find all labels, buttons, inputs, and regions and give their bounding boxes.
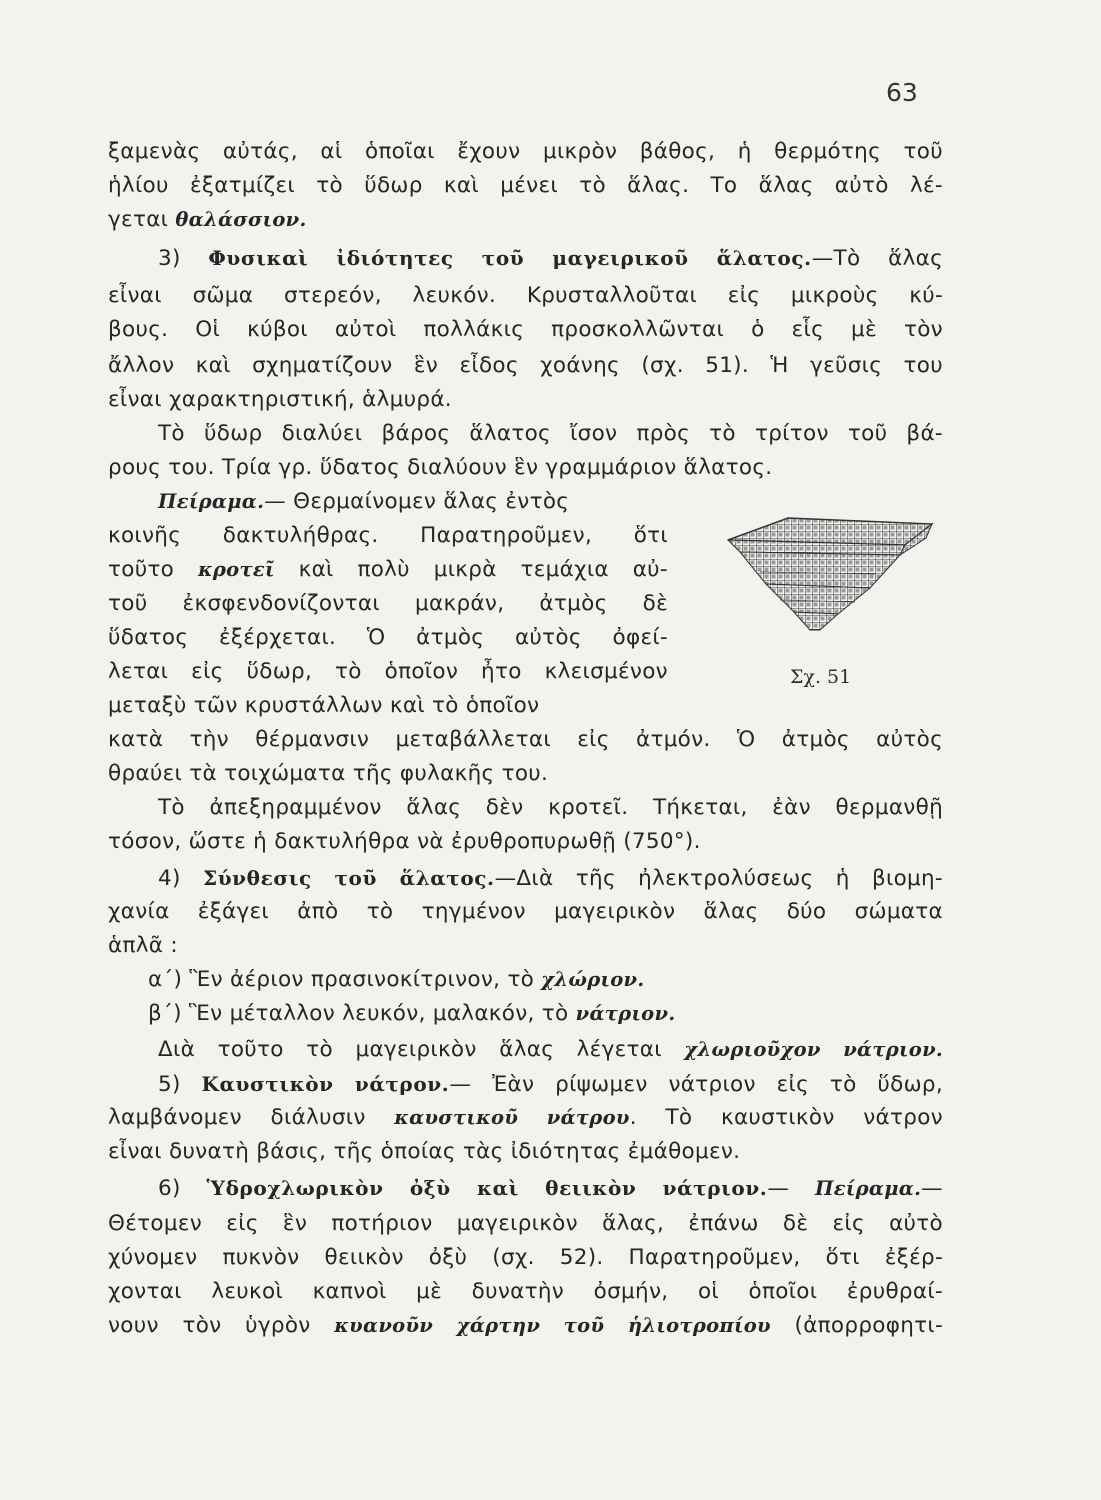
text-line <box>158 488 569 516</box>
text-line <box>148 1000 675 1028</box>
text-span: — <box>921 1176 943 1201</box>
text-line: χονται λευκοὶ καπνοὶ μὲ δυνατὴν ὀσμήν, οἱ ὁποῖοι ἐρυθραί- <box>108 1279 943 1304</box>
text-line <box>108 556 668 584</box>
italic-term: θαλάσσιον. <box>175 208 307 231</box>
section-heading: Σύνθεσις τοῦ ἅλατος. <box>202 866 495 890</box>
text-line: εἶναι σῶμα στερεόν, λευκόν. Κρυσταλλοῦται εἰς μικροὺς κύ- <box>108 283 943 308</box>
text-span: Διὰ τοῦτο τὸ μαγειρικὸν ἅλας λέγεται <box>158 1037 685 1062</box>
text-span: — Ἐὰν ρίψωμεν νάτριον εἰς τὸ ὕδωρ, <box>449 1072 943 1097</box>
text-line: εἶναι χαρακτηριστική, ἁλμυρά. <box>108 387 452 412</box>
section-heading: Φυσικαὶ ἰδιότητες τοῦ μαγειρικοῦ ἅλατος. <box>208 246 812 270</box>
text-line: εἶναι δυνατὴ βάσις, τῆς ὁποίας τὰς ἰδιότητας ἐμάθομεν. <box>108 1139 741 1164</box>
text-line <box>108 1104 943 1132</box>
text-line <box>108 1312 943 1340</box>
text-span: τοῦτο <box>108 557 198 582</box>
text-line <box>158 1036 943 1064</box>
figure-caption: Σχ. 51 <box>790 666 852 688</box>
text-line: ἁπλᾶ : <box>108 933 178 958</box>
text-line <box>148 966 644 994</box>
text-line: ξαμενὰς αὐτάς, αἱ ὁποῖαι ἔχουν μικρὸν βάθος, ἡ θερμότης τοῦ <box>108 139 943 164</box>
italic-term: νάτριον. <box>575 1002 676 1025</box>
section-heading-line <box>158 244 943 273</box>
text-span: νουν τὸν ὑγρὸν <box>108 1313 335 1338</box>
text-line: μεταξὺ τῶν κρυστάλλων καὶ τὸ ὁποῖον <box>108 693 540 718</box>
salt-crystal-funnel-figure <box>700 510 950 635</box>
experiment-label: Πείραμα. <box>815 1177 922 1200</box>
italic-term: καυστικοῦ νάτρου <box>394 1106 630 1129</box>
section-heading: Καυστικὸν νάτρον. <box>201 1072 450 1096</box>
text-line: ἡλίου ἐξατμίζει τὸ ὕδωρ καὶ μένει τὸ ἅλας. Το ἅλας αὐτὸ λέ- <box>108 173 943 198</box>
text-span: — <box>767 1176 816 1201</box>
italic-term: κυανοῦν χάρτην τοῦ ἡλιοτροπίου <box>334 1314 771 1337</box>
text-line: ὕδατος ἐξέρχεται. Ὁ ἀτμὸς αὐτὸς ὀφεί- <box>108 625 668 650</box>
text-line <box>108 206 307 234</box>
text-line: κατὰ τὴν θέρμανσιν μεταβάλλεται εἰς ἀτμόν. Ὁ ἀτμὸς αὐτὸς <box>108 727 943 752</box>
text-span: 4) <box>158 866 203 891</box>
section-heading-line <box>158 864 943 893</box>
text-span: 5) <box>158 1072 202 1097</box>
italic-term: χλώριον. <box>541 968 645 991</box>
text-span: καὶ πολὺ μικρὰ τεμάχια αὐ- <box>274 557 668 582</box>
text-line: Τὸ ἀπεξηραμμένον ἅλας δὲν κροτεῖ. Τήκεται, ἐὰν θερμανθῇ <box>158 795 943 820</box>
text-span: 3) <box>158 246 209 271</box>
text-span: 6) <box>158 1176 207 1201</box>
text-span: β΄) Ἓν μέταλλον λευκόν, μαλακόν, τὸ <box>148 1001 576 1026</box>
text-line: χανία ἐξάγει ἀπὸ τὸ τηγμένον μαγειρικὸν ἅλας δύο σώματα <box>108 899 943 924</box>
text-line: θραύει τὰ τοιχώματα τῆς φυλακῆς του. <box>108 761 549 786</box>
section-heading-line <box>158 1070 943 1099</box>
text-line: λεται εἰς ὕδωρ, τὸ ὁποῖον ἦτο κλεισμένον <box>108 659 668 684</box>
text-span: —Τὸ ἅλας <box>811 246 943 271</box>
text-line: κοινῆς δακτυλήθρας. Παρατηροῦμεν, ὅτι <box>108 523 668 548</box>
text-line: χύνομεν πυκνὸν θειικὸν ὀξὺ (σχ. 52). Παρατηροῦμεν, ὅτι ἐξέρ- <box>108 1245 943 1270</box>
text-line: τοῦ ἐκσφενδονίζονται μακράν, ἀτμὸς δὲ <box>108 591 668 616</box>
text-line: Τὸ ὕδωρ διαλύει βάρος ἅλατος ἴσον πρὸς τὸ τρίτον τοῦ βά- <box>158 421 943 446</box>
text-line: βους. Οἱ κύβοι αὐτοὶ πολλάκις προσκολλῶνται ὁ εἷς μὲ τὸν <box>108 317 943 342</box>
text-span: (ἀπορροφητι- <box>770 1313 944 1338</box>
section-heading-line <box>158 1174 943 1203</box>
text-span: — Θερμαίνομεν ἅλας ἐντὸς <box>264 489 570 514</box>
italic-term: χλωριοῦχον νάτριον. <box>684 1038 943 1061</box>
section-heading: Ὑδροχλωρικὸν ὀξὺ καὶ θειικὸν νάτριον. <box>206 1176 768 1200</box>
text-span: α΄) Ἓν ἀέριον πρασινοκίτρινον, τὸ <box>148 967 542 992</box>
italic-term: κροτεῖ <box>197 558 275 581</box>
text-line: Θέτομεν εἰς ἓν ποτήριον μαγειρικὸν ἅλας, ἐπάνω δὲ εἰς αὐτὸ <box>108 1211 943 1236</box>
text-span: . Τὸ καυστικὸν νάτρον <box>629 1105 943 1130</box>
text-line: τόσον, ὥστε ἡ δακτυλήθρα νὰ ἐρυθροπυρωθῇ (750°). <box>108 829 701 854</box>
text-span: λαμβάνομεν διάλυσιν <box>108 1105 395 1130</box>
text-line: ἄλλον καὶ σχηματίζουν ἓν εἶδος χοάνης (σχ. 51). Ἡ γεῦσις του <box>108 353 943 378</box>
text-line: ρους του. Τρία γρ. ὕδατος διαλύουν ἓν γραμμάριον ἅλατος. <box>108 455 773 480</box>
text-span: γεται <box>108 207 176 232</box>
text-span: —Διὰ τῆς ἠλεκτρολύσεως ἡ βιομη- <box>494 866 943 891</box>
page-number: 63 <box>886 78 918 107</box>
experiment-label: Πείραμα. <box>158 490 265 513</box>
